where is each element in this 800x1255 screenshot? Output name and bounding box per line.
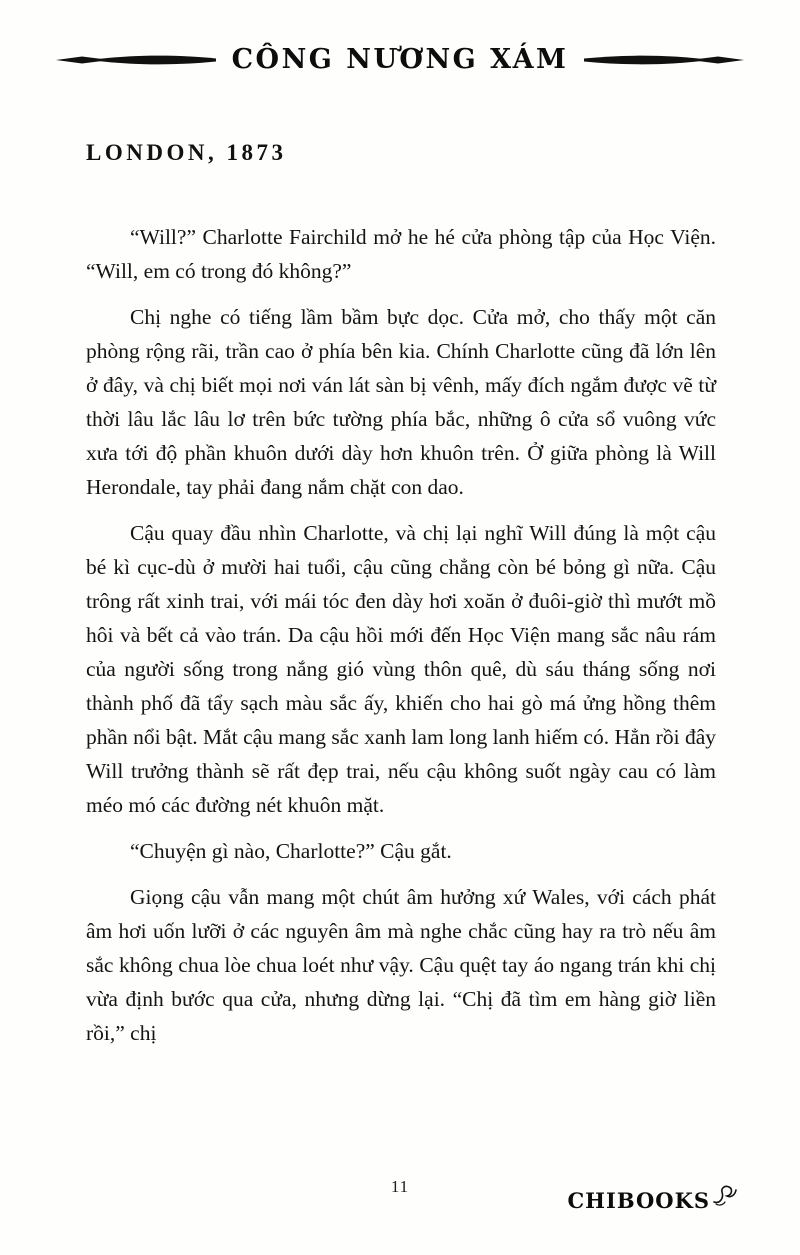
right-ornament-icon: [584, 52, 744, 68]
publisher-flourish-icon: [712, 1182, 738, 1208]
paragraph-4: “Chuyện gì nào, Charlotte?” Cậu gắt.: [130, 839, 452, 863]
publisher-name: CHIBOOKS: [567, 1188, 710, 1213]
left-ornament-icon: [56, 52, 216, 68]
publisher-logo: [567, 1182, 738, 1213]
page-footer: [0, 1177, 800, 1213]
paragraph-2: Chị nghe có tiếng lầm bầm bực dọc. Cửa mở, cho thấy một căn phòng rộng rãi, trần cao ở phía bên kia. Chính Charlotte cũng đã lớn lên ở đây, và chị biết mọi nơi ván lát sàn bị vênh, mấy đích ngắm được vẽ từ thời lâu lắc lâu lơ trên bức tường phía bắc, những ô cửa sổ vuông vức xưa tới độ phần khuôn dưới dày hơn khuôn trên. Ở giữa phòng là Will Herondale, tay phải đang nắm chặt con dao.: [86, 305, 716, 499]
paragraph-5: Giọng cậu vẫn mang một chút âm hưởng xứ Wales, với cách phát âm hơi uốn lưỡi ở các nguyên âm mà nghe chắc cũng hay ra trò nếu âm sắc không chua lòe chua loét như vậy. Cậu quệt tay áo ngang trán khi chị vừa định bước qua cửa, nhưng dừng lại. “Chị đã tìm em hàng giờ liền rồi,” chị: [86, 885, 716, 1045]
paragraph-1: “Will?” Charlotte Fairchild mở he hé cửa phòng tập của Học Viện. “Will, em có trong đó không?”: [86, 225, 716, 283]
section-heading: LONDON, 1873: [86, 140, 287, 165]
body-text: [86, 220, 716, 1050]
page-number: 11: [390, 1177, 410, 1196]
page-header: [0, 44, 800, 75]
book-title: CÔNG NƯƠNG XÁM: [231, 44, 569, 75]
paragraph-3: Cậu quay đầu nhìn Charlotte, và chị lại nghĩ Will đúng là một cậu bé kì cục-dù ở mười hai tuổi, cậu cũng chẳng còn bé bỏng gì nữa. Cậu trông rất xinh trai, với mái tóc đen dày hơi xoăn ở đuôi-giờ thì mướt mồ hôi và bết cả vào trán. Da cậu hồi mới đến Học Viện mang sắc nâu rám của người sống trong nắng gió vùng thôn quê, dù sáu tháng sống nơi thành phố đã tẩy sạch màu sắc ấy, khiến cho hai gò má ửng hồng thêm phần nổi bật. Mắt cậu mang sắc xanh lam long lanh hiếm có. Hẳn rồi đây Will trưởng thành sẽ rất đẹp trai, nếu cậu không suốt ngày cau có làm méo mó các đường nét khuôn mặt.: [86, 521, 716, 817]
